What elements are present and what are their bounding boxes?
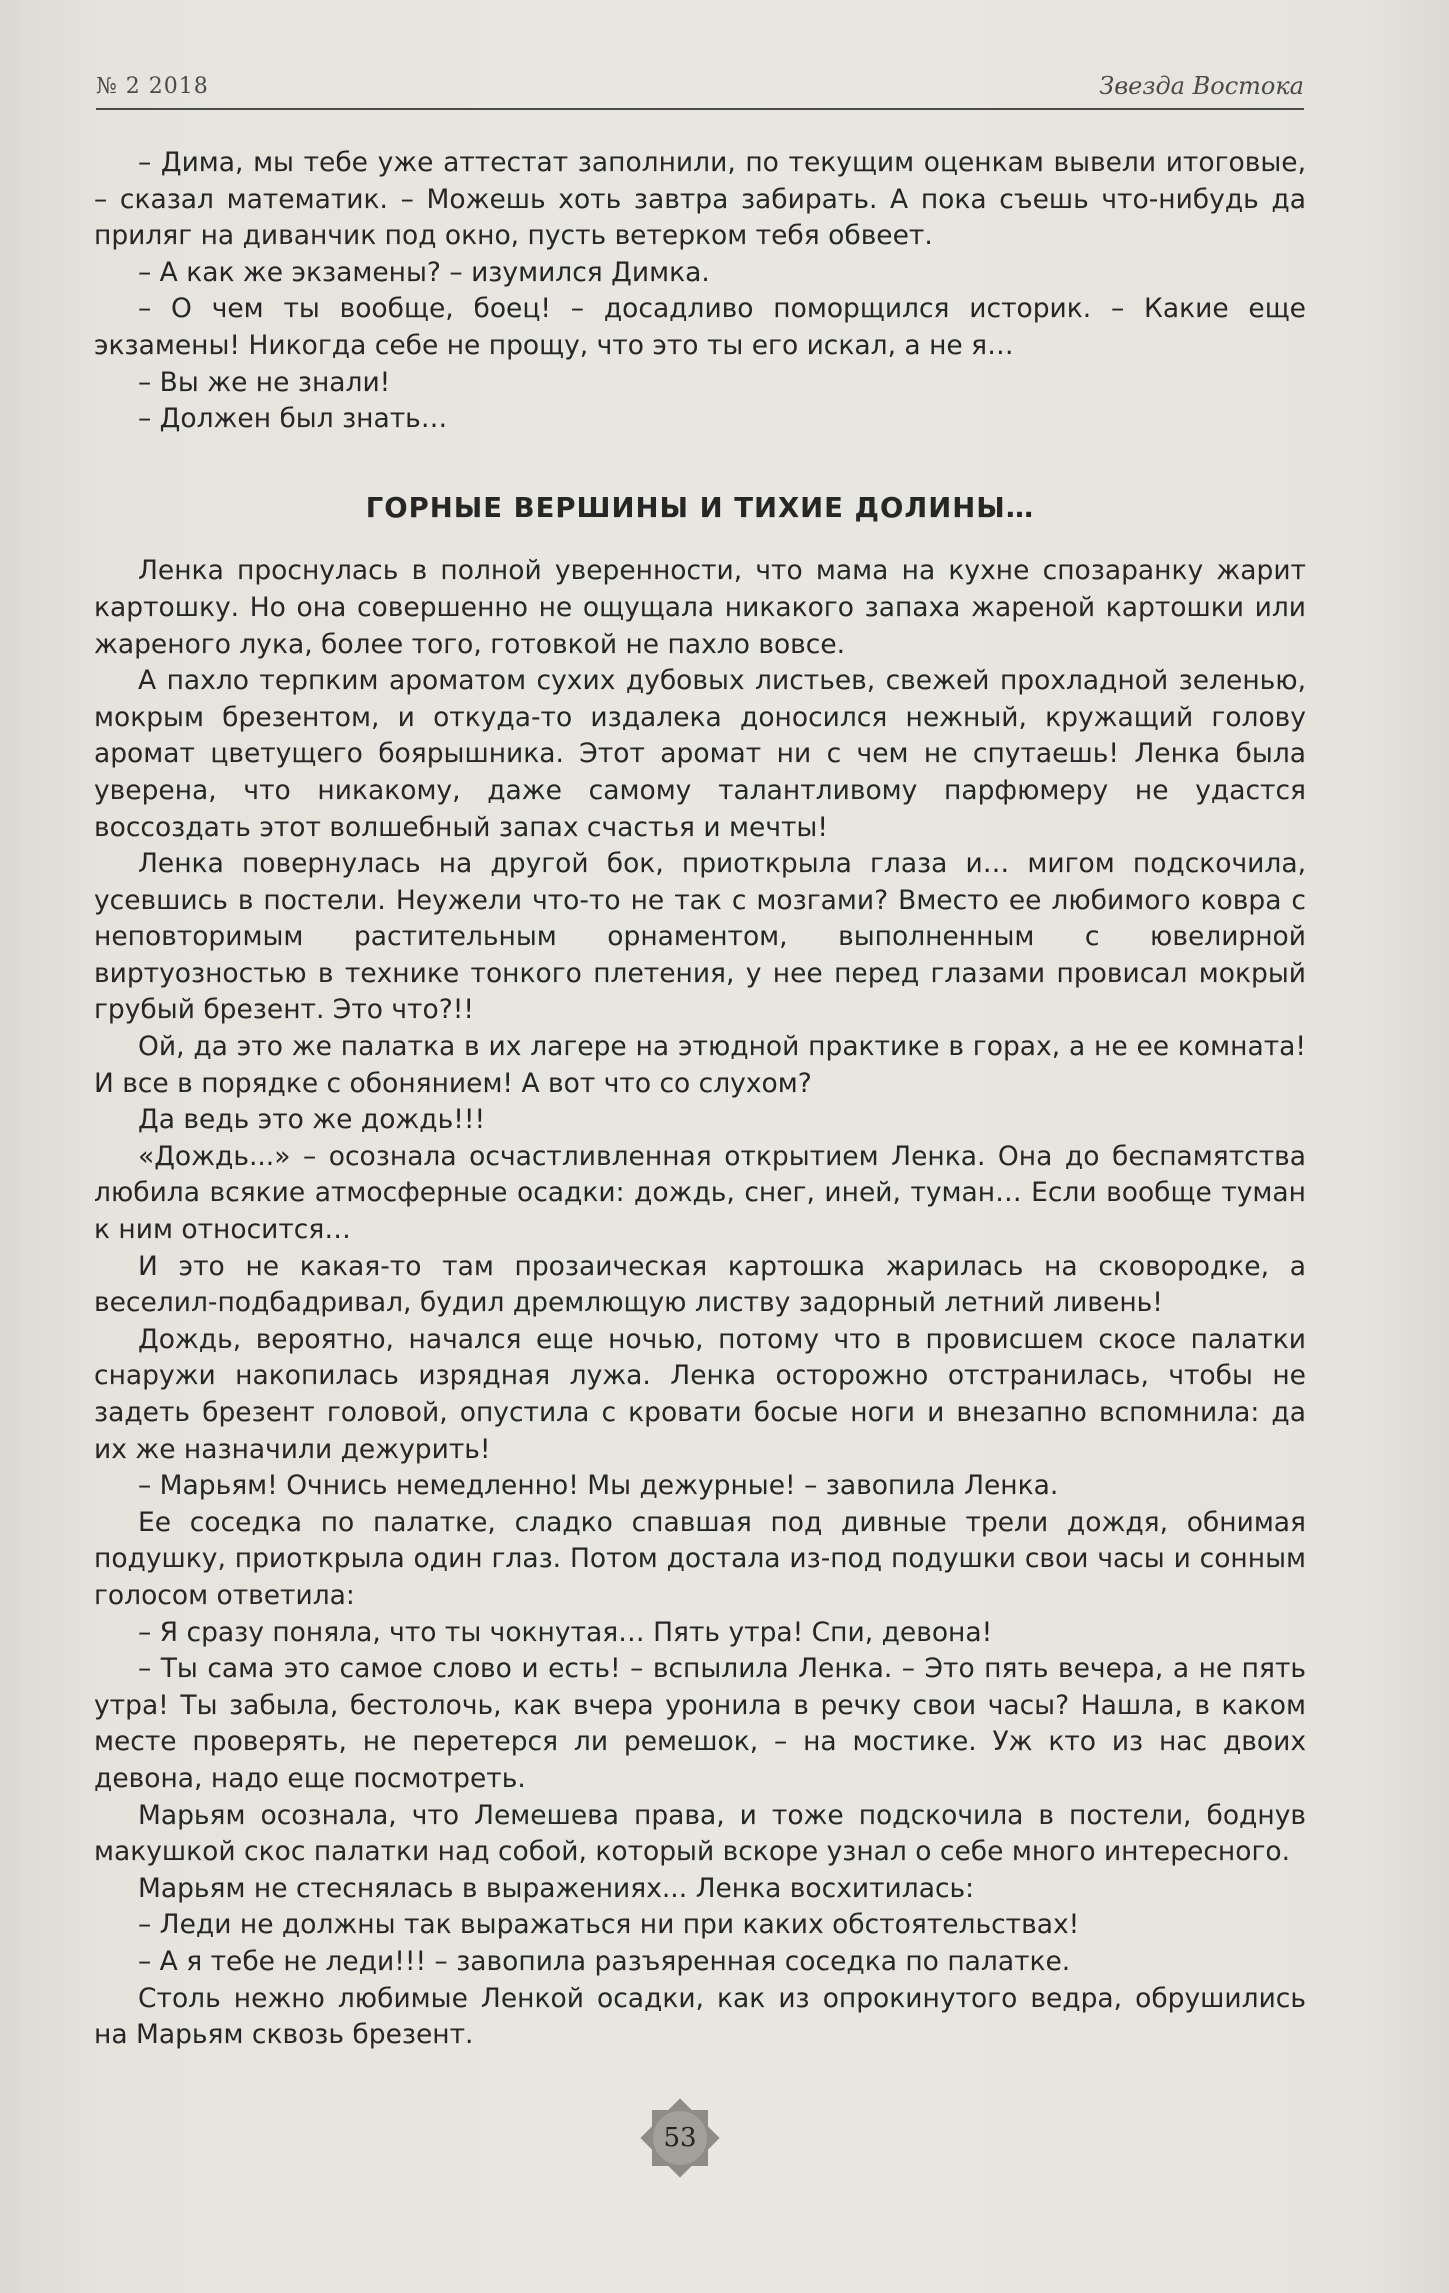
- paragraph: Да ведь это же дождь!!!: [138, 1104, 486, 1136]
- paragraph: – Вы же не знали!: [138, 366, 391, 398]
- paragraph: – Я сразу поняла, что ты чокнутая… Пять утра! Спи, девона!: [138, 1616, 993, 1648]
- paragraph: – Марьям! Очнись немедленно! Мы дежурные! – завопила Ленка.: [138, 1470, 1059, 1502]
- header-rule: [96, 108, 1304, 110]
- page-number: 53: [663, 2123, 697, 2153]
- paragraph: Ее соседка по палатке, сладко спавшая под дивные трели дождя, обнимая подушку, приоткрыла один глаз. Потом достала из-под подушки свои часы и сонным голосом ответила:: [94, 1506, 1306, 1611]
- paragraph: Дождь, вероятно, начался еще ночью, потому что в провисшем скосе палатки снаружи накопилась изрядная лужа. Ленка осторожно отстранилась, чтобы не задеть брезент головой, опустила с кровати босые ноги и внезапно вспомнила: да их же назначили дежурить!: [94, 1323, 1306, 1465]
- issue-number: № 2 2018: [96, 74, 209, 99]
- paragraph: – О чем ты вообще, боец! – досадливо поморщился историк. – Какие еще экзамены! Никогда себе не прощу, что это ты его искал, а не я…: [94, 293, 1306, 361]
- paragraph: – Ты сама это самое слово и есть! – вспылила Ленка. – Это пять вечера, а не пять утра! Ты забыла, бестолочь, как вчера уронила в речку свои часы? Нашла, в каком месте проверять, не перетерся ли ремешок, – на мостике. Уж кто из нас двоих девона, надо еще посмотреть.: [94, 1653, 1306, 1794]
- paragraph: – Должен был знать…: [138, 403, 448, 435]
- paragraph: «Дождь...» – осознала осчастливленная открытием Ленка. Она до беспамятства любила всякие атмосферные осадки: дождь, снег, иней, туман… Если вообще туман к ним относится…: [94, 1140, 1306, 1246]
- running-header: [96, 70, 1304, 110]
- page-number-badge: [635, 2093, 725, 2183]
- paragraph: – А я тебе не леди!!! – завопила разъяренная соседка по палатке.: [138, 1945, 1071, 1977]
- paragraph: А пахло терпким ароматом сухих дубовых листьев, свежей прохладной зеленью, мокрым брезентом, и откуда-то издалека доносился нежный, кружащий голову аромат цветущего боярышника. Этот аромат ни с чем не спутаешь! Ленка была уверена, что никакому, даже самому талантливому парфюмеру не удастся воссоздать этот волшебный запах счастья и мечты!: [94, 665, 1306, 843]
- paragraph: Столь нежно любимые Ленкой осадки, как из опрокинутого ведра, обрушились на Марьям сквозь брезент.: [94, 1982, 1306, 2051]
- book-page: [18, 0, 1448, 2293]
- page-body: [94, 145, 1306, 2054]
- paragraph: Ленка повернулась на другой бок, приоткрыла глаза и… мигом подскочила, усевшись в постели. Неужели что-то не так с мозгами? Вместо ее любимого ковра с неповторимым растительным орнаментом, выполненным с ювелирной виртуозностью в технике тонкого плетения, у нее перед глазами провисал мокрый грубый брезент. Это что?!!: [94, 848, 1306, 1026]
- paragraph: – Леди не должны так выражаться ни при каких обстоятельствах!: [138, 1909, 1080, 1941]
- paragraph: И это не какая-то там прозаическая картошка жарилась на сковородке, а веселил-подбадривал, будил дремлющую листву задорный летний ливень!: [94, 1250, 1306, 1319]
- paragraph: Ленка проснулась в полной уверенности, что мама на кухне спозаранку жарит картошку. Но она совершенно не ощущала никакого запаха жареной картошки или жареного лука, более того, готовкой не пахло вовсе.: [94, 555, 1306, 660]
- section-title: ГОРНЫЕ ВЕРШИНЫ И ТИХИЕ ДОЛИНЫ…: [365, 491, 1035, 524]
- paragraph: Ой, да это же палатка в их лагере на этюдной практике в горах, а не ее комната! И все в порядке с обонянием! А вот что со слухом?: [94, 1031, 1306, 1099]
- paragraph: Марьям осознала, что Лемешева права, и тоже подскочила в постели, боднув макушкой скос палатки над собой, который вскоре узнал о себе много интересного.: [94, 1799, 1306, 1868]
- magazine-title: Звезда Востока: [1099, 72, 1304, 100]
- paragraph: – Дима, мы тебе уже аттестат заполнили, по текущим оценкам вывели итоговые, – сказал математик. – Можешь хоть завтра забирать. А пока съешь что-нибудь да приляг на диванчик под окно, пусть ветерком тебя обвеет.: [94, 147, 1306, 252]
- paragraph: Марьям не стеснялась в выражениях... Ленка восхитилась:: [138, 1872, 975, 1904]
- paragraph: – А как же экзамены? – изумился Димка.: [138, 256, 710, 288]
